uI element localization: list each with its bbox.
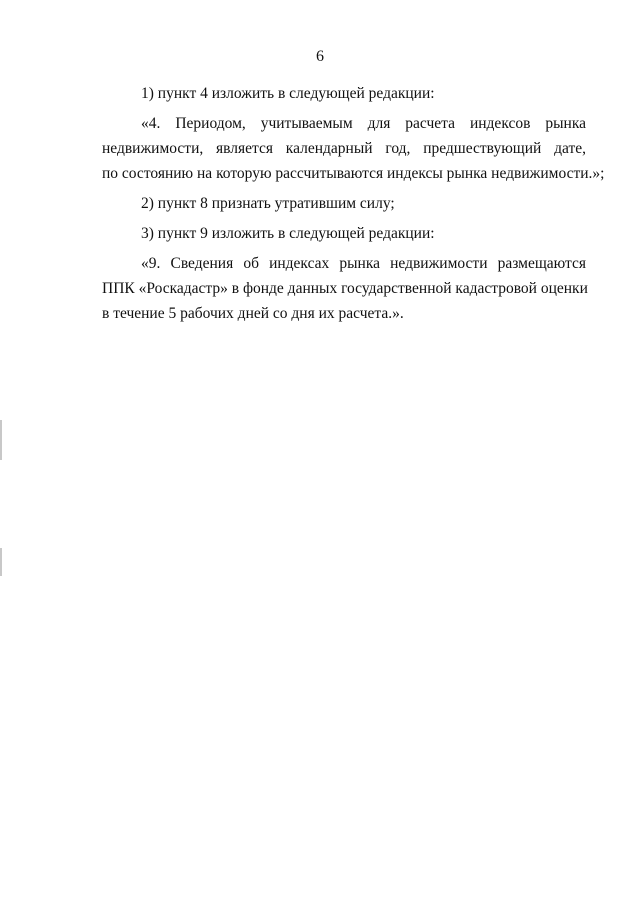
paragraph-line: по состоянию на которую рассчитываются индексы рынка недвижимости.»;: [102, 165, 605, 182]
paragraph-line: в течение 5 рабочих дней со дня их расчета.».: [102, 305, 404, 322]
paragraph-item-9-text: [102, 251, 586, 326]
paragraph-line: 1) пункт 4 изложить в следующей редакции:: [141, 85, 435, 102]
scan-edge-mark: [0, 548, 2, 576]
paragraph-line: «4. Периодом, учитываемым для расчета индексов рынка: [141, 115, 586, 132]
paragraph-item-1: [102, 81, 586, 106]
paragraph-line: ППК «Роскадастр» в фонде данных государственной кадастровой оценки: [102, 280, 588, 297]
paragraph-item-4-text: [102, 111, 605, 186]
paragraph-line: 2) пункт 8 признать утратившим силу;: [141, 195, 395, 212]
paragraph-item-3: [102, 221, 586, 246]
paragraph-line: «9. Сведения об индексах рынка недвижимости размещаются: [141, 255, 586, 272]
paragraph-item-2: [102, 191, 586, 216]
document-body: [102, 81, 605, 326]
scan-edge-mark: [0, 420, 2, 460]
page-number: 6: [316, 48, 324, 65]
paragraph-line: 3) пункт 9 изложить в следующей редакции:: [141, 225, 435, 242]
paragraph-line: недвижимости, является календарный год, предшествующий дате,: [102, 140, 586, 157]
